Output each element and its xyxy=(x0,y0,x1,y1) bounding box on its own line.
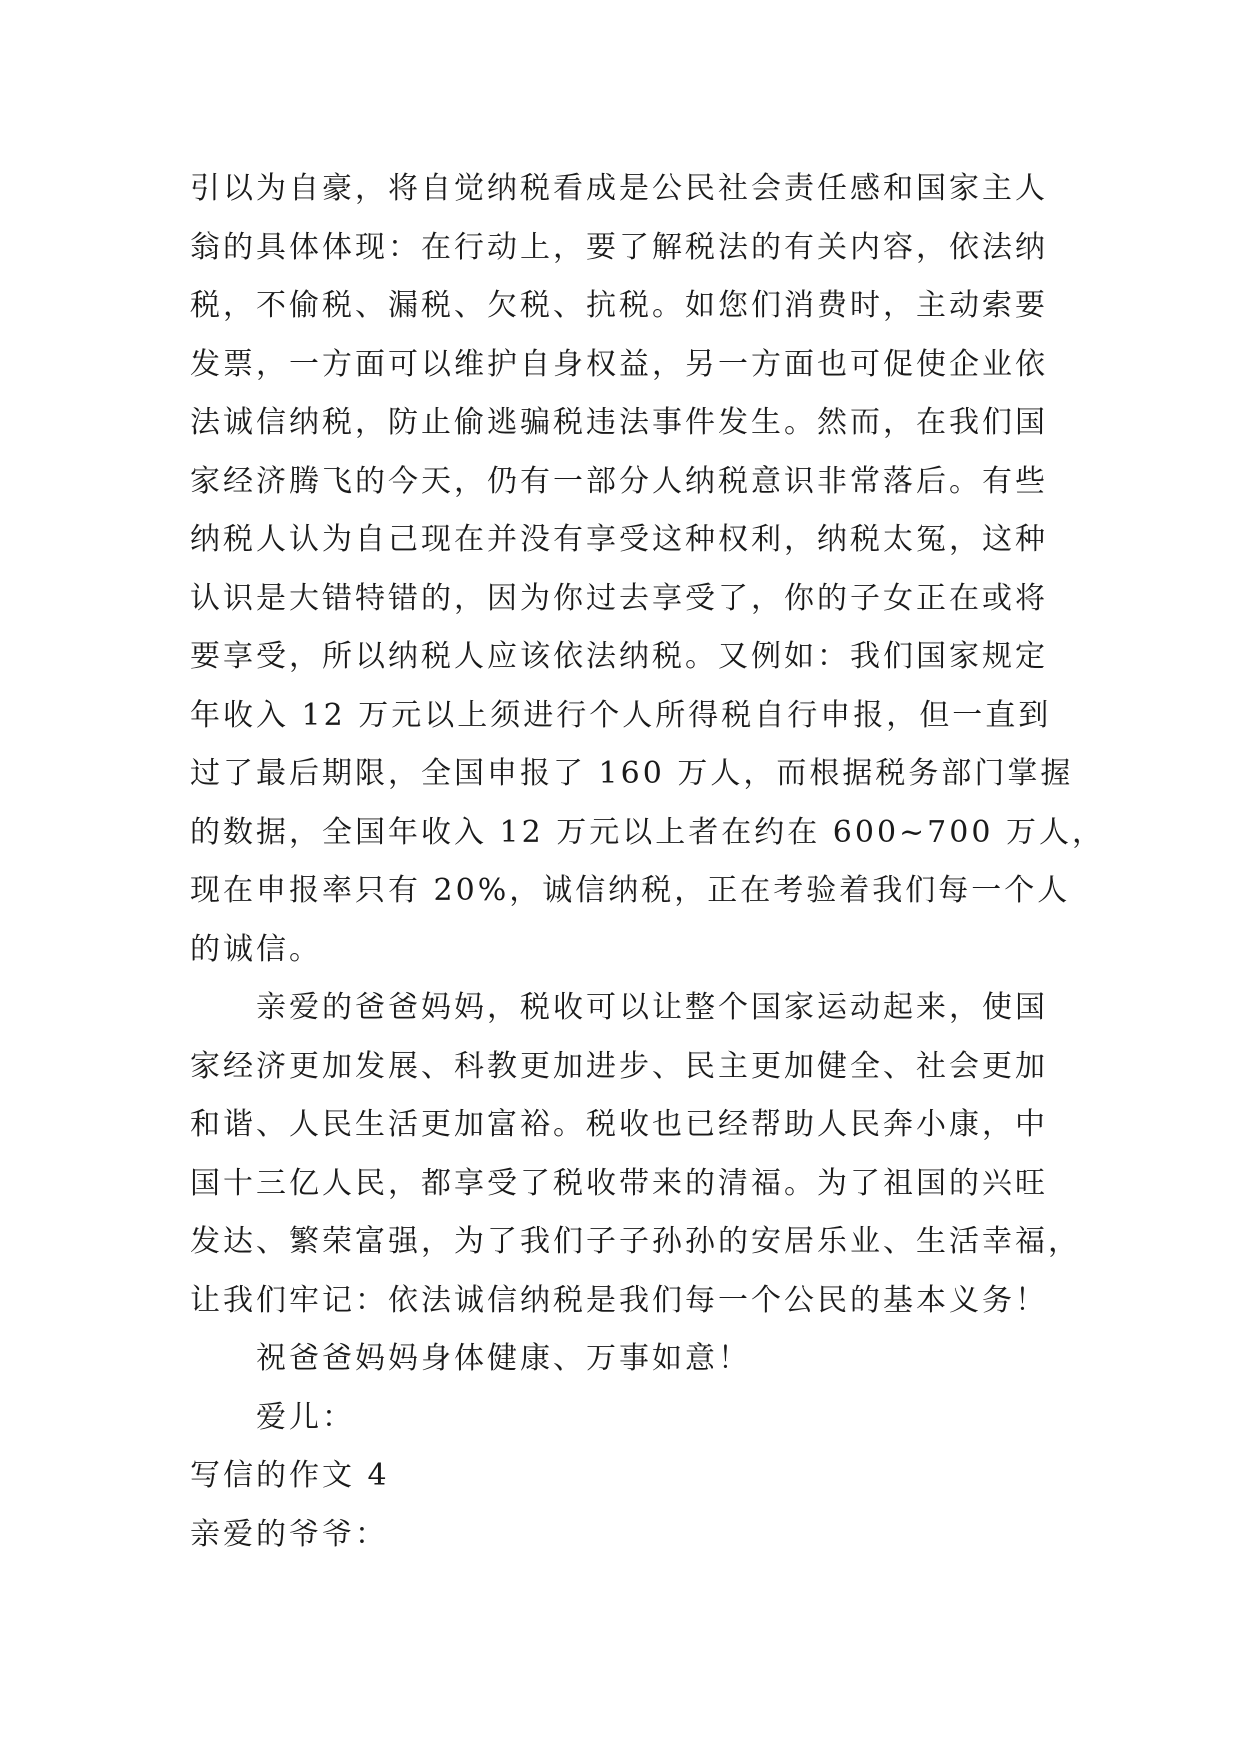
salutation: 亲爱的爷爷： xyxy=(190,1516,388,1552)
text-line: 和谐、人民生活更加富裕。税收也已经帮助人民奔小康，中 xyxy=(190,1107,1048,1142)
text-line: 要享受，所以纳税人应该依法纳税。又例如：我们国家规定 xyxy=(190,639,1048,674)
text-line: 发达、繁荣富强，为了我们子子孙孙的安居乐业、生活幸福， xyxy=(190,1224,1081,1259)
paragraph-start-line: 亲爱的爸爸妈妈，税收可以让整个国家运动起来，使国 xyxy=(256,990,1048,1025)
text-line: 的诚信。 xyxy=(190,931,322,967)
text-line: 的数据，全国年收入 12 万元以上者在约在 600~700 万人， xyxy=(190,814,1105,850)
text-line: 认识是大错特错的，因为你过去享受了，你的子女正在或将 xyxy=(190,580,1048,616)
text-line: 税，不偷税、漏税、欠税、抗税。如您们消费时，主动索要 xyxy=(190,288,1048,323)
text-line: 发票，一方面可以维护自身权益，另一方面也可促使企业依 xyxy=(190,346,1048,382)
text-line: 年收入 12 万元以上须进行个人所得税自行申报，但一直到 xyxy=(190,697,1052,733)
closing-wish: 祝爸爸妈妈身体健康、万事如意！ xyxy=(256,1341,751,1376)
text-line: 纳税人认为自己现在并没有享受这种权利，纳税太冤，这种 xyxy=(190,522,1048,557)
text-line: 国十三亿人民，都享受了税收带来的清福。为了祖国的兴旺 xyxy=(190,1165,1048,1201)
text-line: 法诚信纳税，防止偷逃骗税违法事件发生。然而，在我们国 xyxy=(190,405,1048,440)
signature-line: 爱儿： xyxy=(256,1399,355,1435)
text-line: 家经济腾飞的今天，仍有一部分人纳税意识非常落后。有些 xyxy=(190,463,1048,499)
text-line: 翁的具体体现：在行动上，要了解税法的有关内容，依法纳 xyxy=(190,229,1048,265)
text-line: 现在申报率只有 20%，诚信纳税，正在考验着我们每一个人 xyxy=(190,873,1071,908)
section-title: 写信的作文 4 xyxy=(190,1458,390,1493)
letter-body xyxy=(190,160,1105,1564)
text-line: 家经济更加发展、科教更加进步、民主更加健全、社会更加 xyxy=(190,1048,1048,1084)
text-line: 引以为自豪，将自觉纳税看成是公民社会责任感和国家主人 xyxy=(190,171,1048,206)
text-line: 过了最后期限，全国申报了 160 万人，而根据税务部门掌握 xyxy=(190,756,1074,791)
text-line: 让我们牢记：依法诚信纳税是我们每一个公民的基本义务！ xyxy=(190,1282,1048,1318)
